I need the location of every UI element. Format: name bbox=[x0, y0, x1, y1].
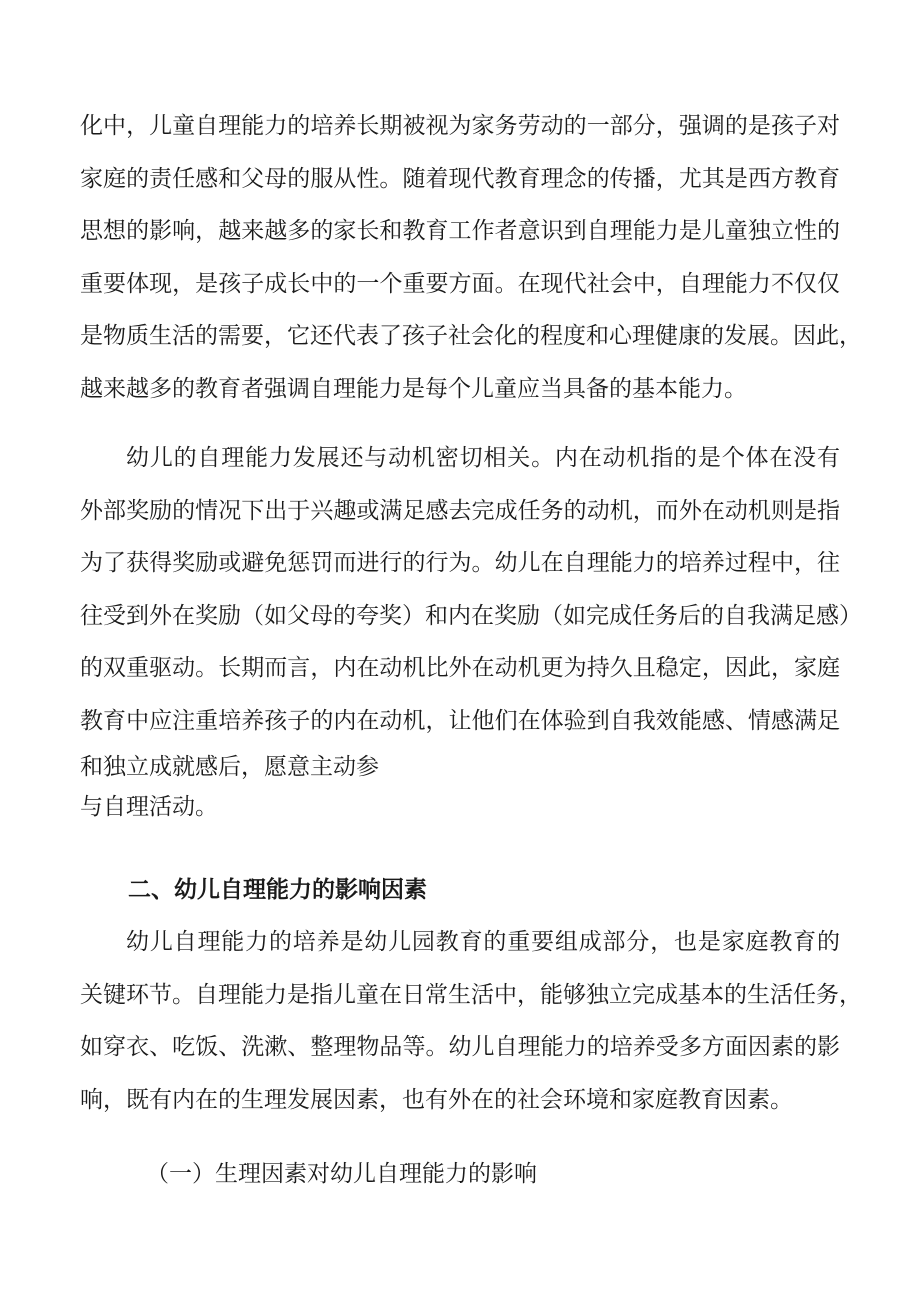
paragraph-2-line: 教育中应注重培养孩子的内在动机，让他们在体验到自我效能感、情感满足 bbox=[80, 707, 840, 734]
paragraph-1-line: 化中，儿童自理能力的培养长期被视为家务劳动的一部分，强调的是孩子对 bbox=[80, 113, 840, 139]
paragraph-2-line: 为了获得奖励或避免惩罚而进行的行为。幼儿在自理能力的培养过程中，往 bbox=[80, 550, 840, 576]
paragraph-3-line: 幼儿自理能力的培养是幼儿园教育的重要组成部分，也是家庭教育的 bbox=[126, 929, 840, 955]
paragraph-3-line: 响，既有内在的生理发展因素，也有外在的社会环境和家庭教育因素。 bbox=[80, 1086, 793, 1113]
paragraph-1 bbox=[80, 100, 862, 415]
paragraph-2-line: 幼儿的自理能力发展还与动机密切相关。内在动机指的是个体在没有 bbox=[126, 445, 840, 471]
paragraph-2-line: 的双重驱动。长期而言，内在动机比外在动机更为持久且稳定，因此，家庭 bbox=[80, 655, 840, 681]
section-heading: 二、幼儿自理能力的影响因素 bbox=[128, 876, 427, 903]
paragraph-2-tail: 与自理活动。 bbox=[80, 794, 218, 820]
paragraph-1-line: 家庭的责任感和父母的服从性。随着现代教育理念的传播，尤其是西方教育 bbox=[80, 165, 840, 192]
paragraph-3 bbox=[80, 916, 862, 1126]
paragraph-1-line: 越来越多的教育者强调自理能力是每个儿童应当具备的基本能力。 bbox=[80, 375, 747, 402]
paragraph-3-line: 如穿衣、吃饭、洗漱、整理物品等。幼儿自理能力的培养受多方面因素的影 bbox=[80, 1034, 840, 1060]
paragraph-2-line: 和独立成就感后，愿意主动参 bbox=[80, 754, 379, 780]
paragraph-1-line: 重要体现，是孩子成长中的一个重要方面。在现代社会中，自理能力不仅仅 bbox=[80, 270, 840, 297]
subsection-heading: （一）生理因素对幼儿自理能力的影响 bbox=[146, 1161, 537, 1187]
paragraph-1-line: 是物质生活的需要，它还代表了孩子社会化的程度和心理健康的发展。因此， bbox=[80, 323, 862, 349]
paragraph-1-line: 思想的影响，越来越多的家长和教育工作者意识到自理能力是儿童独立性的 bbox=[80, 218, 840, 244]
paragraph-2 bbox=[80, 432, 862, 827]
paragraph-2-line: 外部奖励的情况下出于兴趣或满足感去完成任务的动机，而外在动机则是指 bbox=[80, 497, 840, 524]
paragraph-2-line: 往受到外在奖励（如父母的夸奖）和内在奖励（如完成任务后的自我满足感） bbox=[80, 602, 862, 629]
paragraph-3-line: 关键环节。自理能力是指儿童在日常生活中，能够独立完成基本的生活任务， bbox=[80, 981, 862, 1008]
